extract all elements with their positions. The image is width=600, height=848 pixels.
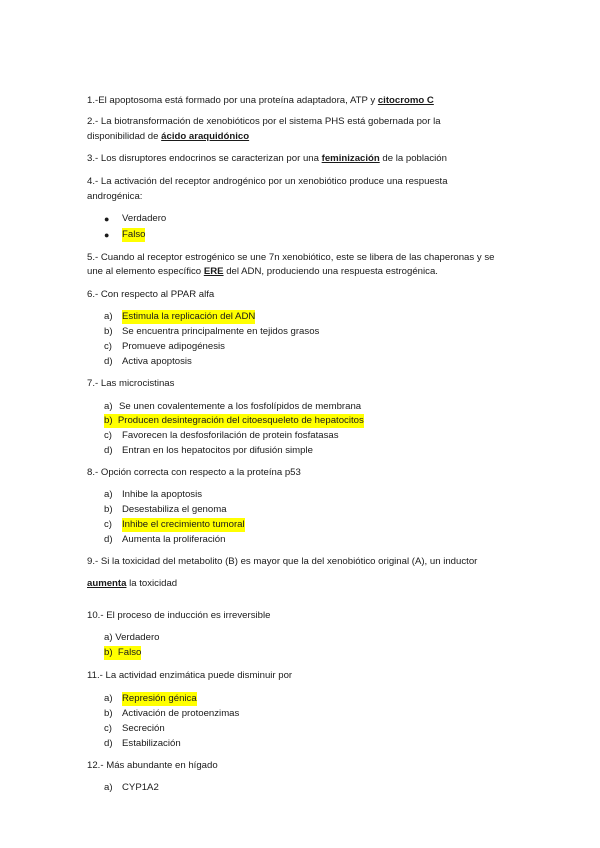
option-label: a) [104, 401, 113, 412]
question-2-line1: 2.- La biotransformación de xenobióticos por el sistema PHS está gobernada por la [87, 116, 441, 127]
q9-answer: aumenta [87, 578, 127, 589]
option-text: Se unen covalentemente a los fosfolípidos de membrana [119, 401, 362, 412]
option-label: b) [104, 708, 113, 719]
option-text-highlighted: Falso [117, 647, 142, 658]
option-text: Inhibe la apoptosis [122, 489, 203, 500]
option [104, 646, 141, 660]
q3-answer: feminización [321, 153, 380, 164]
question-7: 7.- Las microcistinas [87, 378, 175, 389]
q1-answer: citocromo C [377, 95, 434, 106]
option-text: Se encuentra principalmente en tejidos grasos [122, 326, 320, 337]
option-text: Activación de protoenzimas [122, 708, 240, 719]
option-label: a) [104, 311, 113, 322]
option-text: Activa apoptosis [122, 356, 192, 367]
option-label: b) [104, 326, 113, 337]
option-text: Desestabiliza el genoma [122, 504, 227, 515]
option-text-highlighted: Producen desintegración del citoesqueleto de hepatocitos [117, 415, 364, 426]
q3-text: 3.- Los disruptores endocrinos se caracterizan por una [87, 153, 322, 164]
option-label: c) [104, 723, 112, 734]
question-5-line2 [87, 265, 438, 279]
question-5-line1: 5.- Cuando al receptor estrogénico se une 7n xenobiótico, este se libera de las chaperonas y se [87, 252, 495, 263]
option-text-highlighted: Falso [122, 229, 146, 240]
q2-text: disponibilidad de [87, 131, 162, 142]
option-label: c) [104, 341, 112, 352]
q3-text-end: de la población [379, 153, 447, 164]
option-text: Estabilización [122, 738, 181, 749]
option-text-highlighted: Inhibe el crecimiento tumoral [122, 519, 245, 530]
question-8: 8.- Opción correcta con respecto a la proteína p53 [87, 467, 301, 478]
q5-text: une al elemento específico [87, 266, 204, 277]
question-1 [87, 94, 434, 108]
option-text-highlighted: Estimula la replicación del ADN [122, 311, 256, 322]
option-text-highlighted: Represión génica [122, 693, 197, 704]
question-9-line1: 9.- Si la toxicidad del metabolito (B) es mayor que la del xenobiótico original (A), un inductor [87, 556, 478, 567]
option-text: Verdadero [115, 632, 160, 643]
question-6: 6.- Con respecto al PPAR alfa [87, 289, 215, 300]
option-text: Secreción [122, 723, 165, 734]
option-label: a) [104, 489, 113, 500]
q5-text-end: del ADN, produciendo una respuesta estrogénica. [223, 266, 438, 277]
question-12: 12.- Más abundante en hígado [87, 760, 218, 771]
option-text: Favorecen la desfosforilación de protein fosfatasas [122, 430, 339, 441]
option-label: c) [104, 519, 112, 530]
question-9-line2 [87, 577, 177, 591]
option-text: CYP1A2 [122, 782, 159, 793]
q5-answer: ERE [203, 266, 224, 277]
option-label: b) [104, 415, 113, 426]
q1-text: 1.-El apoptosoma está formado por una proteína adaptadora, ATP y [87, 95, 378, 106]
option-label: b) [104, 504, 113, 515]
option-label: d) [104, 738, 113, 749]
option-label: d) [104, 356, 113, 367]
option-label: c) [104, 430, 112, 441]
option-label: a) [104, 782, 113, 793]
q9-text-end: la toxicidad [126, 578, 178, 589]
option-text: Promueve adipogénesis [122, 341, 225, 352]
bullet-icon: ● [104, 230, 110, 240]
option-label: d) [104, 534, 113, 545]
option-label: b) [104, 647, 113, 658]
option-label: a) [104, 632, 113, 643]
bullet-icon: ● [104, 214, 110, 224]
option [104, 631, 159, 645]
question-4-line2: androgénica: [87, 191, 143, 202]
question-3 [87, 152, 447, 166]
question-10: 10.- El proceso de inducción es irreversible [87, 610, 271, 621]
option-text: Aumenta la proliferación [122, 534, 226, 545]
option [104, 414, 364, 428]
question-11: 11.- La actividad enzimática puede disminuir por [87, 670, 293, 681]
option-label: a) [104, 693, 113, 704]
option-text: Verdadero [122, 213, 167, 224]
q2-answer: ácido araquidónico [161, 131, 250, 142]
question-4-line1: 4.- La activación del receptor androgénico por un xenobiótico produce una respuesta [87, 176, 448, 187]
option-label: d) [104, 445, 113, 456]
option-text: Entran en los hepatocitos por difusión simple [122, 445, 313, 456]
question-2-line2 [87, 130, 249, 144]
